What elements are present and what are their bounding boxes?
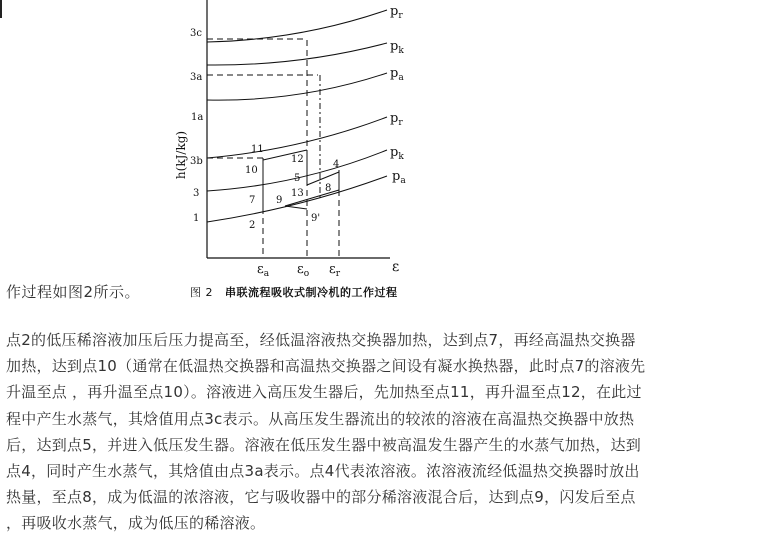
process-5-to-4 (307, 172, 339, 185)
x-tick-epsilon-r: $\varepsilon_r$ (329, 262, 341, 279)
article-paragraph (6, 327, 758, 537)
point-8: 8 (325, 183, 332, 194)
x-tick-epsilon-o: $\varepsilon_o$ (297, 262, 310, 279)
point-labels (245, 144, 339, 231)
paragraph-line: 加热，达到点10（通常在低温热交换器和高温热交换器之间设有凝水换热器，此时点7的溶液先 (6, 357, 646, 376)
paragraph-line: 点4，同时产生水蒸气，其焓值由点3a表示。点4代表浓溶液。浓溶液流经低温热交换器时放出 (6, 462, 640, 481)
y-axis-label: h(kJ/kg) (174, 130, 188, 180)
label-lower-pa: $p_a$ (392, 169, 406, 186)
paragraph-line: 后，达到点5，并进入低压发生器。溶液在低压发生器中被高温发生器产生的水蒸气加热，达到 (6, 435, 642, 454)
process-9-to-9prime (285, 206, 307, 209)
window-edge-mark (0, 0, 2, 18)
paragraph-line: 点2的低压稀溶液加压后压力提高至，经低温溶液热交换器加热，达到点7，再经高温热交换器 (6, 331, 636, 349)
lower-curves (207, 117, 387, 222)
y-tick-3b: 3b (190, 156, 203, 167)
curve-upper-pr (207, 10, 387, 42)
x-tick-labels (257, 262, 341, 279)
point-9-prime: 9' (311, 213, 321, 224)
x-tick-epsilon-a: $\varepsilon_a$ (257, 262, 270, 279)
label-upper-pa: $p_a$ (390, 66, 404, 83)
y-tick-3a: 3a (190, 72, 203, 83)
enthalpy-concentration-diagram (160, 0, 420, 280)
curve-upper-pk (207, 43, 387, 65)
label-upper-pr: $p_r$ (390, 4, 403, 21)
y-tick-3c: 3c (190, 28, 202, 39)
point-12: 12 (291, 154, 304, 165)
dashed-lines (207, 39, 339, 258)
y-tick-1a: 1a (191, 112, 204, 123)
intro-text: 作过程如图2所示。 (6, 283, 141, 301)
label-upper-pk: $p_k$ (390, 39, 404, 56)
label-lower-pr: $p_r$ (390, 111, 403, 128)
y-tick-labels (190, 28, 203, 224)
point-2: 2 (249, 220, 256, 231)
point-13: 13 (291, 188, 304, 199)
figure-title: 串联流程吸收式制冷机的工作过程 (225, 286, 398, 299)
point-9: 9 (276, 195, 283, 206)
paragraph-line: 升温至点 ，再升温至点10）。溶液进入高压发生器后，先加热至点11，再升温至点12，在此过 (6, 383, 642, 402)
y-tick-1: 1 (193, 213, 200, 224)
paragraph-line: 程中产生水蒸气，其焓值用点3c表示。从高压发生器流出的较浓的溶液在高温热交换器中放热 (6, 409, 635, 428)
label-lower-pk: $p_k$ (390, 145, 404, 162)
paragraph-line: ，再吸收水蒸气，成为低压的稀溶液。 (6, 514, 266, 533)
point-11: 11 (251, 144, 264, 155)
paragraph-line: 热量，至点8，成为低温的浓溶液，它与吸收器中的部分稀溶液混合后，达到点9，闪发后至点 (6, 488, 636, 507)
x-axis-label: ε (392, 259, 400, 275)
figure-caption (190, 284, 398, 300)
curve-labels (390, 4, 406, 186)
curve-upper-pa (207, 73, 387, 100)
point-7: 7 (249, 195, 256, 206)
upper-curves (207, 10, 387, 100)
point-10: 10 (245, 165, 258, 176)
y-tick-3: 3 (193, 188, 200, 199)
point-5: 5 (294, 173, 301, 184)
point-4: 4 (333, 159, 340, 170)
figure-number: 图 2 (190, 286, 213, 299)
